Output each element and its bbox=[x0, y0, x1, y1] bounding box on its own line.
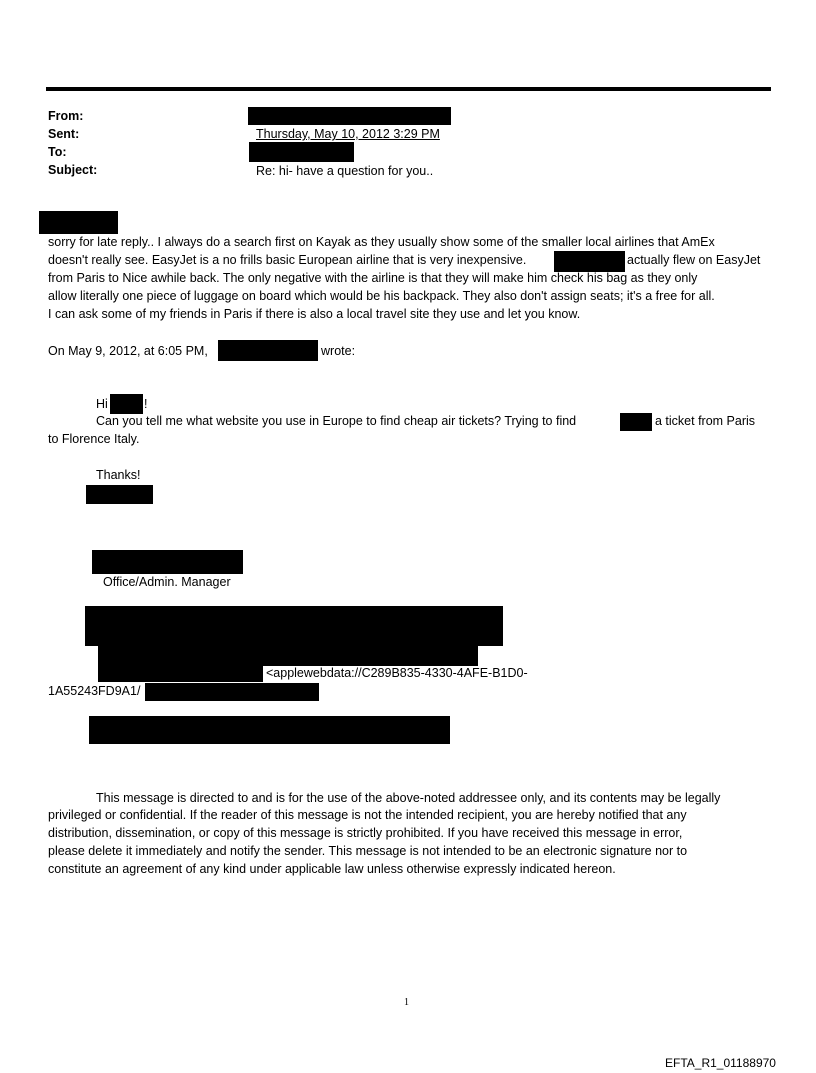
signature-address-redaction-2 bbox=[98, 646, 478, 666]
signature-link-redaction bbox=[145, 683, 319, 701]
salutation-redaction bbox=[39, 211, 118, 234]
header-rule bbox=[46, 87, 771, 91]
signature-email-redaction bbox=[98, 664, 263, 682]
disclaimer-line-1: This message is directed to and is for the use of the above-noted addressee only, and its contents may be legally bbox=[96, 791, 721, 805]
signature-name-redaction bbox=[92, 550, 243, 574]
quote-sender-redaction bbox=[218, 340, 318, 361]
traveler-name-redaction bbox=[620, 413, 652, 431]
greeting-name-redaction bbox=[110, 394, 143, 414]
name-redaction bbox=[554, 251, 625, 272]
original-line-2: to Florence Italy. bbox=[48, 432, 140, 446]
signature-link-b[interactable]: 1A55243FD9A1/ bbox=[48, 684, 141, 698]
from-value-redaction bbox=[248, 107, 451, 125]
page-number: 1 bbox=[404, 997, 409, 1008]
subject-label: Subject: bbox=[48, 163, 98, 177]
from-label: From: bbox=[48, 109, 84, 123]
thanks: Thanks! bbox=[96, 468, 141, 482]
reply-line-1: sorry for late reply.. I always do a search first on Kayak as they usually show some of the smaller local airlines that AmEx bbox=[48, 235, 715, 249]
quote-header-suffix: wrote: bbox=[321, 344, 356, 358]
sender-signoff-redaction bbox=[86, 485, 153, 504]
sent-label: Sent: bbox=[48, 127, 80, 141]
to-label: To: bbox=[48, 145, 67, 159]
quote-header-prefix: On May 9, 2012, at 6:05 PM, bbox=[48, 344, 208, 358]
to-value-redaction bbox=[249, 142, 354, 162]
greeting-hi: Hi bbox=[96, 397, 108, 411]
signature-link-a[interactable]: <applewebdata://C289B835-4330-4AFE-B1D0- bbox=[266, 666, 528, 680]
signature-title: Office/Admin. Manager bbox=[103, 575, 231, 589]
document-id: EFTA_R1_01188970 bbox=[665, 1056, 776, 1070]
disclaimer-line-5: constitute an agreement of any kind under applicable law unless otherwise expressly indicated hereon. bbox=[48, 862, 616, 876]
greeting-bang: ! bbox=[144, 397, 148, 411]
reply-line-2a: doesn't really see. EasyJet is a no frills basic European airline that is very inexpensive. bbox=[48, 253, 527, 267]
reply-line-4: allow literally one piece of luggage on board which would be his backpack. They also don't assign seats; it's a free for all. bbox=[48, 289, 715, 303]
sent-value: Thursday, May 10, 2012 3:29 PM bbox=[256, 127, 440, 141]
disclaimer-line-3: distribution, dissemination, or copy of this message is strictly prohibited. If you have received this message in error, bbox=[48, 826, 683, 840]
original-line-1a: Can you tell me what website you use in Europe to find cheap air tickets? Trying to find bbox=[96, 414, 577, 428]
reply-line-3: from Paris to Nice awhile back. The only negative with the airline is that they will make him check his bag as they only bbox=[48, 271, 698, 285]
disclaimer-line-2: privileged or confidential. If the reader of this message is not the intended recipient, you are hereby notified that any bbox=[48, 808, 687, 822]
disclaimer-line-4: please delete it immediately and notify the sender. This message is not intended to be an electronic signature nor to bbox=[48, 844, 688, 858]
reply-line-2b: actually flew on EasyJet bbox=[627, 253, 761, 267]
subject-value: Re: hi- have a question for you.. bbox=[256, 164, 434, 178]
reply-line-5: I can ask some of my friends in Paris if there is also a local travel site they use and let you know. bbox=[48, 307, 581, 321]
original-line-1b: a ticket from Paris bbox=[655, 414, 756, 428]
signature-address-redaction bbox=[85, 606, 503, 646]
signature-contact-redaction bbox=[89, 716, 450, 744]
